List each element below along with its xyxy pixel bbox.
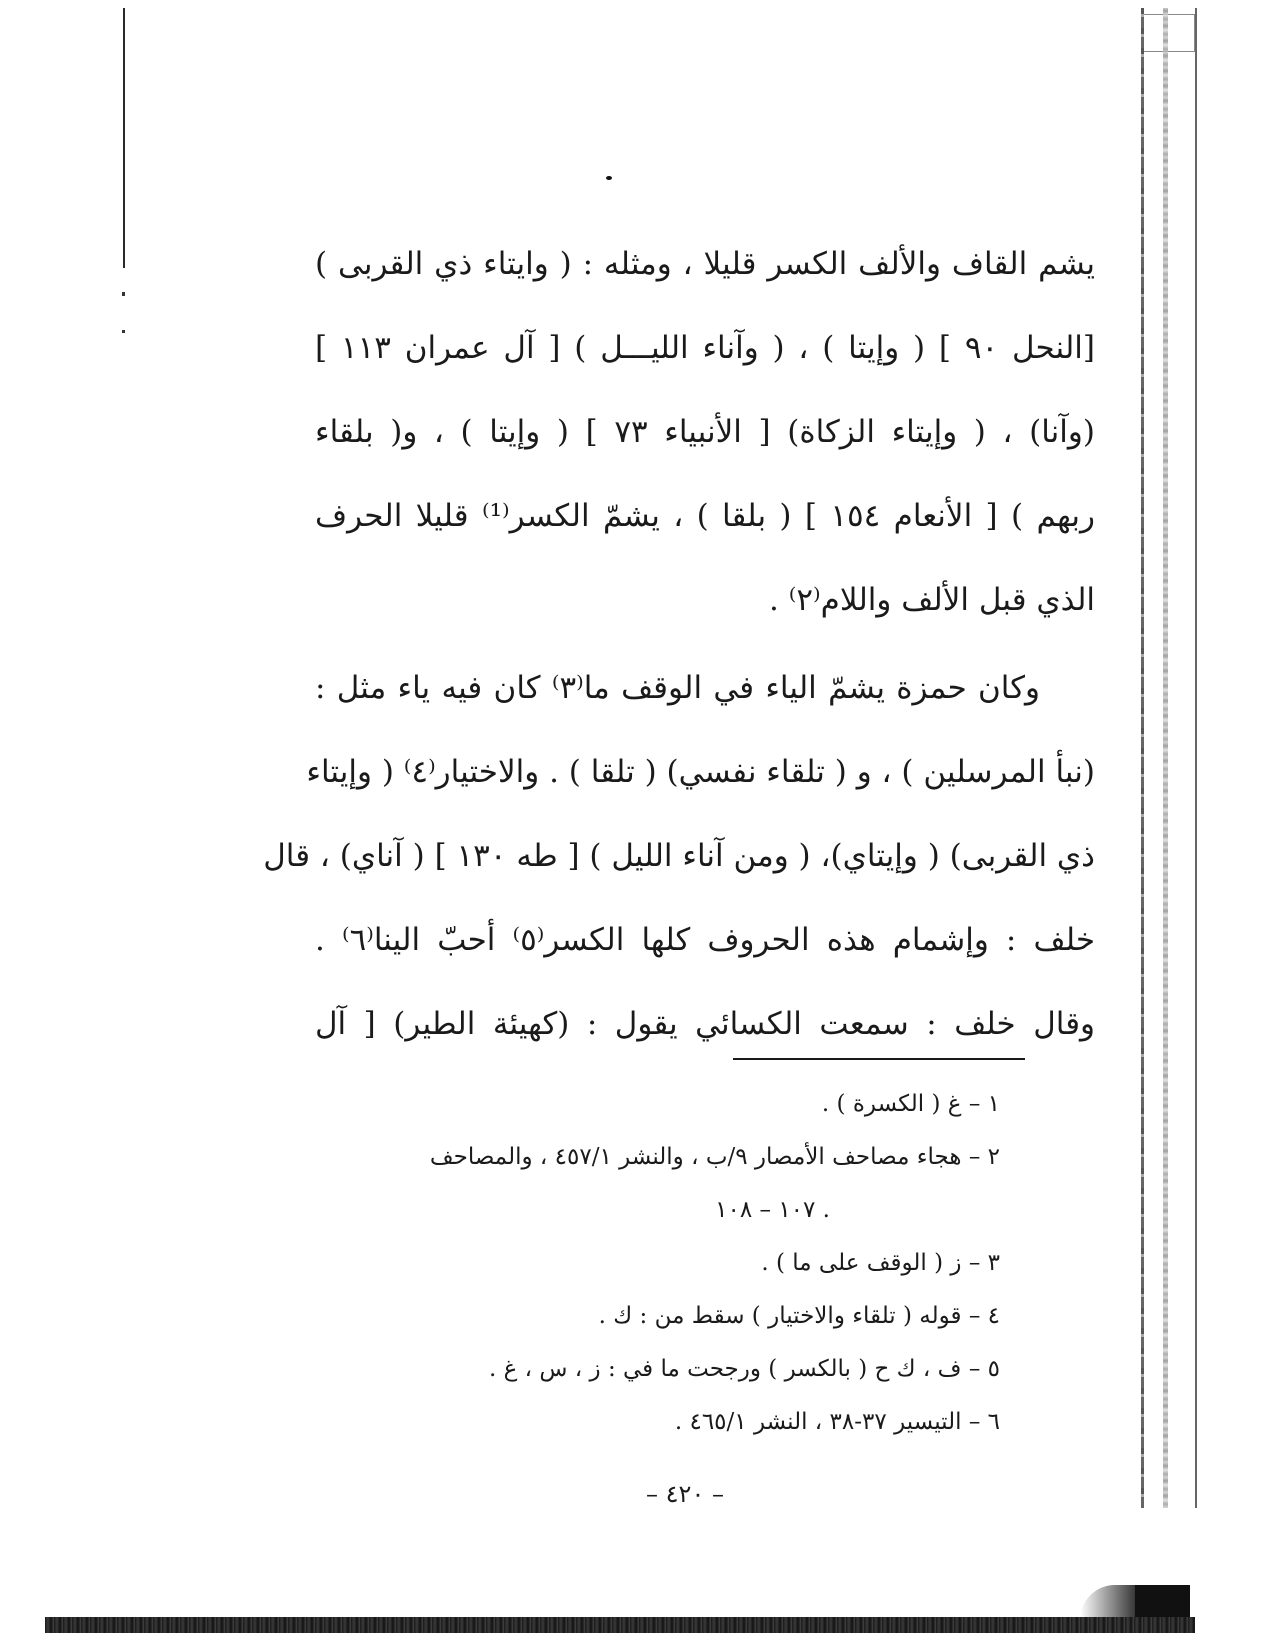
footnote: ٤ – قوله ( تلقاء والاختيار ) سقط من : ك . [598,1303,1000,1329]
body-line: وقال خلف : سمعت الكسائي يقول : (كهيئة الطير) [ آل [315,1006,1095,1042]
body-line: (نبأ المرسلين ) ، و ( تلقاء نفسي) ( تلقا ) . والاختيار⁽٤⁾ ( وإيتاء [306,754,1095,790]
body-line: وكان حمزة يشمّ الياء في الوقف ما⁽٣⁾ كان فيه ياء مثل : [315,670,1040,706]
footnote: ٢ – هجاء مصاحف الأمصار ٩/ب ، والنشر ٤٥٧/١ ، والمصاحف [429,1144,1000,1170]
body-line: ربهم ) [ الأنعام ١٥٤ ] ( بلقا ) ، يشمّ الكسر⁽¹⁾ قليلا الحرف [315,498,1095,534]
body-line: يشم القاف والألف الكسر قليلا ، ومثله : ( وايتاء ذي القربى ) [315,246,1095,282]
body-line: [النحل ٩٠ ] ( وإيتا ) ، ( وآناء الليـــل ) [ آل عمران ١١٣ ] [315,330,1095,366]
body-line: الذي قبل الألف واللام⁽٢⁾ . [769,582,1095,618]
footnote-continuation: . ١٠٧ – ١٠٨ [715,1197,830,1223]
body-line: ذي القربى) ( وإيتاي)، ( ومن آناء الليل ) [ طه ١٣٠ ] ( آناي) ، قال [263,838,1095,874]
scan-mark [122,292,125,296]
scan-mark [122,330,125,333]
footnote: ٣ – ز ( الوقف على ما ) . [761,1250,1000,1276]
page-number: – ٤٢٠ – [646,1480,724,1508]
footnote: ٦ – التيسير ٣٧-٣٨ ، النشر ٤٦٥/١ . [674,1409,1000,1435]
footnote: ١ – غ ( الكسرة ) . [821,1091,1000,1117]
footnotes [300,1078,1000,1449]
scan-bottom-edge [45,1617,1195,1633]
body-line: خلف : وإشمام هذه الحروف كلها الكسر⁽٥⁾ أحبّ الينا⁽٦⁾ . [315,922,1095,958]
scan-edge-line [123,8,125,268]
footnote: ٥ – ف ، ك ح ( بالكسر ) ورجحت ما في : ز ، س ، غ . [489,1356,1000,1382]
body-text [263,222,1095,1066]
footnote-separator [733,1058,1025,1060]
scan-speck [606,176,612,180]
binding-strip [1133,8,1205,1508]
scan-shadow [1080,1585,1140,1620]
body-line: (وآنا) ، ( وإيتاء الزكاة) [ الأنبياء ٧٣ ] ( وإيتا ) ، و( بلقاء [315,414,1095,450]
